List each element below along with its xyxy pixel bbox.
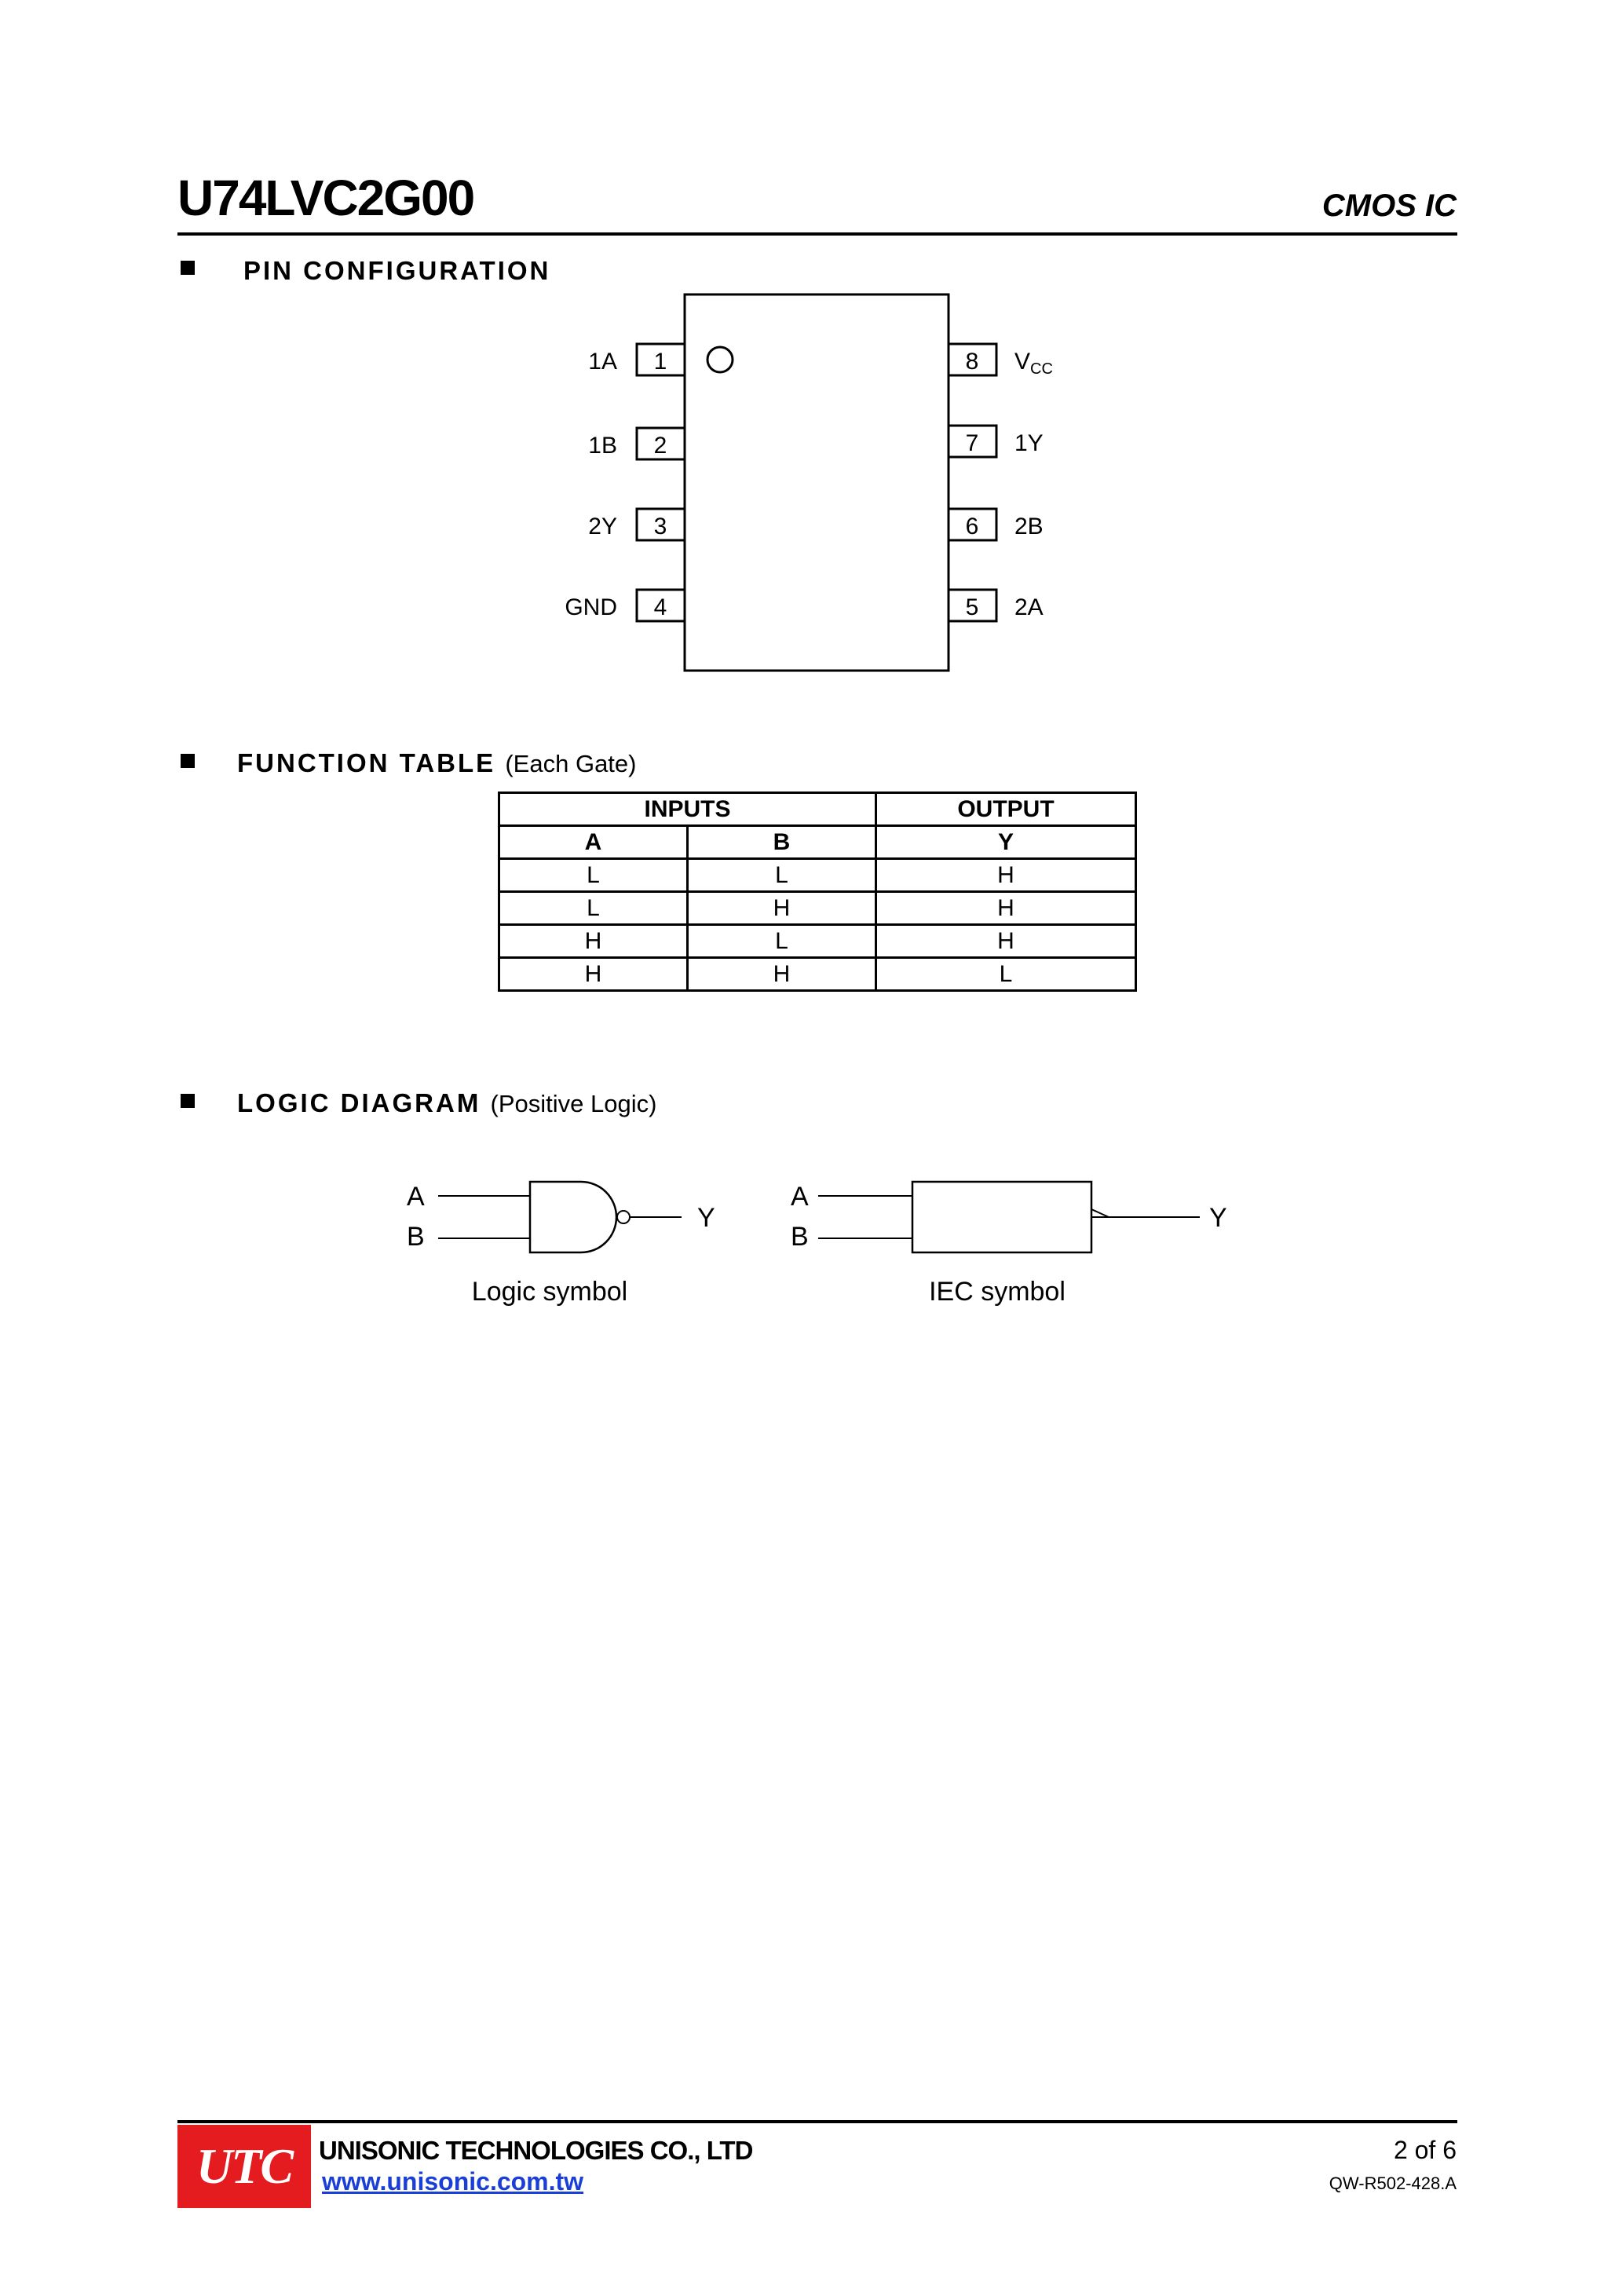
column-header-b: B (688, 826, 876, 859)
website-link[interactable]: www.unisonic.com.tw (322, 2167, 584, 2195)
section-bullet (181, 754, 195, 768)
logo-text: UTC (196, 2138, 292, 2194)
utc-logo (177, 2125, 311, 2208)
pin-label: 1B (588, 433, 617, 459)
function-table-title: FUNCTION TABLE (237, 748, 496, 777)
function-table (498, 792, 1137, 992)
pin-number: 4 (653, 594, 667, 620)
pin-diagram (0, 0, 1623, 707)
pin-label: 2Y (588, 514, 617, 539)
group-header-inputs: INPUTS (499, 793, 876, 826)
table-cell: H (876, 859, 1136, 892)
table-cell: H (876, 892, 1136, 925)
pin-number: 1 (653, 349, 667, 375)
logic-input-a: A (407, 1182, 425, 1212)
table-cell: L (499, 892, 688, 925)
column-header-a: A (499, 826, 688, 859)
ic-body (685, 294, 949, 671)
pin-config-heading: PIN CONFIGURATION (243, 256, 551, 285)
table-row (499, 925, 1136, 958)
footer-rule (177, 2120, 1457, 2123)
pin-number: 3 (653, 514, 667, 539)
iec-output-y: Y (1209, 1203, 1227, 1233)
table-cell: H (688, 958, 876, 991)
pin-number: 5 (965, 594, 979, 620)
pin-label: 2A (1014, 594, 1044, 620)
group-header-output: OUTPUT (876, 793, 1136, 826)
pin-label: $V_{CC}$ (1014, 349, 1053, 378)
pin-number: 6 (965, 514, 979, 539)
table-cell: H (688, 892, 876, 925)
table-row (499, 958, 1136, 991)
iec-input-b: B (791, 1222, 809, 1252)
function-table-subtitle: (Each Gate) (505, 750, 637, 777)
nand-gate-symbol (407, 1182, 715, 1252)
logic-output-y: Y (697, 1203, 715, 1233)
table-row (499, 859, 1136, 892)
logic-diagram-title: LOGIC DIAGRAM (237, 1088, 481, 1117)
table-cell: L (688, 925, 876, 958)
pin1-marker (707, 347, 733, 372)
table-cell: L (876, 958, 1136, 991)
table-cell: H (876, 925, 1136, 958)
pin-label: 2B (1014, 514, 1044, 539)
part-number-title: U74LVC2G00 (177, 170, 474, 226)
function-table-heading (237, 750, 636, 776)
company-name: UNISONIC TECHNOLOGIES CO., LTD (319, 2136, 753, 2165)
pin-number: 2 (653, 433, 667, 459)
iec-input-a: A (791, 1182, 809, 1212)
section-bullet (181, 1094, 195, 1108)
table-row (499, 892, 1136, 925)
pin-label: 1Y (1014, 430, 1044, 456)
table-cell: H (499, 958, 688, 991)
pin-label: GND (565, 594, 617, 620)
table-cell: L (688, 859, 876, 892)
iec-gate-symbol (791, 1182, 1227, 1252)
table-cell: L (499, 859, 688, 892)
pin-number: 7 (965, 430, 979, 456)
category-label: CMOS IC (1321, 188, 1457, 223)
logic-diagram-heading (237, 1090, 656, 1116)
table-cell: H (499, 925, 688, 958)
iec-symbol-caption: IEC symbol (929, 1277, 1066, 1307)
logic-symbol-caption: Logic symbol (471, 1277, 628, 1307)
column-header-y: Y (876, 826, 1136, 859)
page-number: 2 of 6 (1393, 2136, 1457, 2164)
logic-input-b: B (407, 1222, 425, 1252)
pin-label: 1A (588, 349, 617, 375)
document-number: QW-R502-428.A (1329, 2174, 1457, 2193)
logic-diagrams (0, 1162, 1623, 1319)
pin-number: 8 (965, 349, 979, 375)
logic-diagram-subtitle: (Positive Logic) (490, 1090, 657, 1117)
